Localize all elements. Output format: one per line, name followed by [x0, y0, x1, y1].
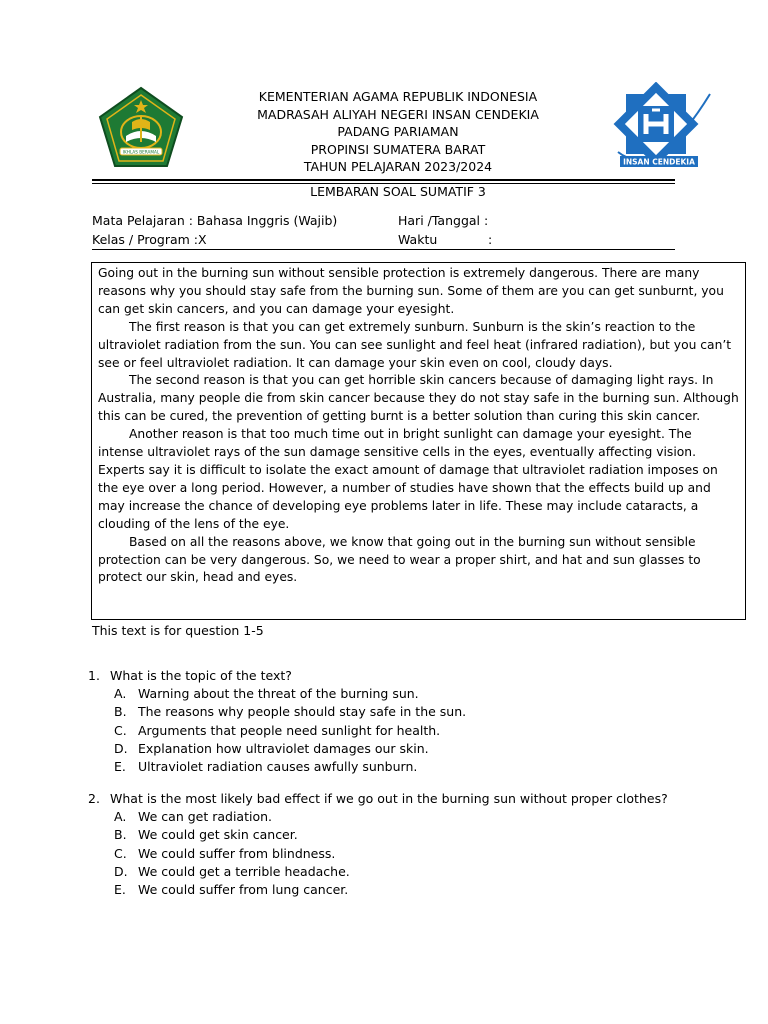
question-1: [88, 667, 670, 776]
passage-paragraph: The first reason is that you can get extremely sunburn. Sunburn is the skin’s reaction to the ultraviolet radiation from the sun. You can see sunlight and feel heat (infrared radiation), but you can’t see or feel ultraviolet radiation. It can damage your skin even on cool, cloudy days.: [98, 319, 732, 370]
header-line-province: PROPINSI SUMATERA BARAT: [310, 141, 486, 157]
subject-field: Mata Pelajaran : Bahasa Inggris (Wajib): [92, 213, 338, 228]
option-text: We could suffer from lung cancer.: [138, 882, 349, 898]
reading-passage: [91, 262, 746, 620]
header-line-city: PADANG PARIAMAN: [337, 124, 459, 139]
class-field: Kelas / Program :X: [92, 232, 207, 247]
option-letter: B.: [114, 704, 127, 720]
day-date-field: Hari /Tanggal :: [398, 213, 489, 228]
passage-paragraph: The second reason is that you can get horrible skin cancers because of damaging light rays. In Australia, many people die from skin cancer because they do not stay safe in the burning sun. Although this can be cured, the prevention of getting burnt is a better solution than curing this skin cancer.: [98, 373, 739, 424]
time-colon: :: [488, 232, 493, 247]
passage-paragraph: Based on all the reasons above, we know that going out in the burning sun without sensible protection can be very dangerous. So, we need to wear a proper shirt, and hat and sun glasses to protect our skin, head and eyes.: [98, 534, 701, 585]
left-logo-text: IKHLAS BERAMAL: [122, 149, 160, 155]
option-text: Warning about the threat of the burning sun.: [138, 686, 419, 702]
option-e[interactable]: [88, 758, 670, 776]
option-d[interactable]: [88, 863, 670, 881]
option-d[interactable]: [88, 740, 670, 758]
option-letter: C.: [114, 722, 127, 738]
option-letter: A.: [114, 686, 127, 702]
question-text: What is the topic of the text?: [110, 668, 292, 683]
option-letter: E.: [114, 882, 126, 898]
right-logo-text: INSAN CENDEKIA: [623, 157, 695, 167]
option-text: Explanation how ultraviolet damages our skin.: [138, 740, 429, 756]
question-number: 2.: [88, 791, 100, 806]
passage-note: This text is for question 1-5: [92, 623, 264, 638]
header-line-school: MADRASAH ALIYAH NEGERI INSAN CENDEKIA: [257, 106, 539, 122]
insan-cendekia-logo-icon: [606, 82, 716, 172]
passage-paragraph: Going out in the burning sun without sensible protection is extremely dangerous. There are many reasons why you should stay safe from the burning sun. Some of them are you can get sunburnt, you can get skin cancers, and you can damage your eyesight.: [98, 266, 724, 316]
option-a[interactable]: [88, 685, 670, 703]
option-text: We could get skin cancer.: [138, 827, 298, 843]
option-b[interactable]: [88, 826, 670, 844]
option-text: Arguments that people need sunlight for health.: [138, 722, 441, 738]
option-c[interactable]: [88, 722, 670, 740]
question-text: What is the most likely bad effect if we go out in the burning sun without proper clothes?: [110, 791, 668, 806]
option-text: We can get radiation.: [138, 809, 273, 825]
option-c[interactable]: [88, 845, 670, 863]
header-rule-thick: [92, 179, 675, 181]
option-a[interactable]: [88, 808, 670, 826]
option-letter: B.: [114, 827, 127, 843]
meta-rule: [92, 249, 675, 250]
institution-header: [190, 88, 606, 176]
header-line-year: TAHUN PELAJARAN 2023/2024: [303, 159, 493, 174]
kemenag-logo-icon: [96, 86, 186, 176]
option-letter: D.: [114, 863, 128, 879]
option-letter: C.: [114, 845, 127, 861]
sheet-title: LEMBARAN SOAL SUMATIF 3: [310, 184, 486, 199]
question-number: 1.: [88, 668, 100, 683]
option-b[interactable]: [88, 703, 670, 721]
option-text: Ultraviolet radiation causes awfully sunburn.: [138, 759, 418, 775]
option-text: We could get a terrible headache.: [138, 863, 350, 879]
option-letter: A.: [114, 809, 127, 825]
option-text: We could suffer from blindness.: [138, 845, 336, 861]
option-e[interactable]: [88, 881, 670, 899]
header-line-ministry: KEMENTERIAN AGAMA REPUBLIK INDONESIA: [258, 89, 538, 104]
question-2: [88, 790, 670, 899]
passage-paragraph: Another reason is that too much time out in bright sunlight can damage your eyesight. The intense ultraviolet rays of the sun damage sensitive cells in the eyes, eventually affecting vision. Experts say it is difficult to isolate the exact amount of damage that ultraviolet radiation imposes on the eye over a long period. However, a number of studies have shown that the effects build up and may increase the chance of developing eye problems later in life. These may include cataracts, a clouding of the lens of the eye.: [98, 427, 718, 531]
option-text: The reasons why people should stay safe in the sun.: [138, 704, 467, 720]
option-letter: E.: [114, 759, 126, 775]
time-label: Waktu: [398, 232, 438, 247]
option-letter: D.: [114, 740, 128, 756]
